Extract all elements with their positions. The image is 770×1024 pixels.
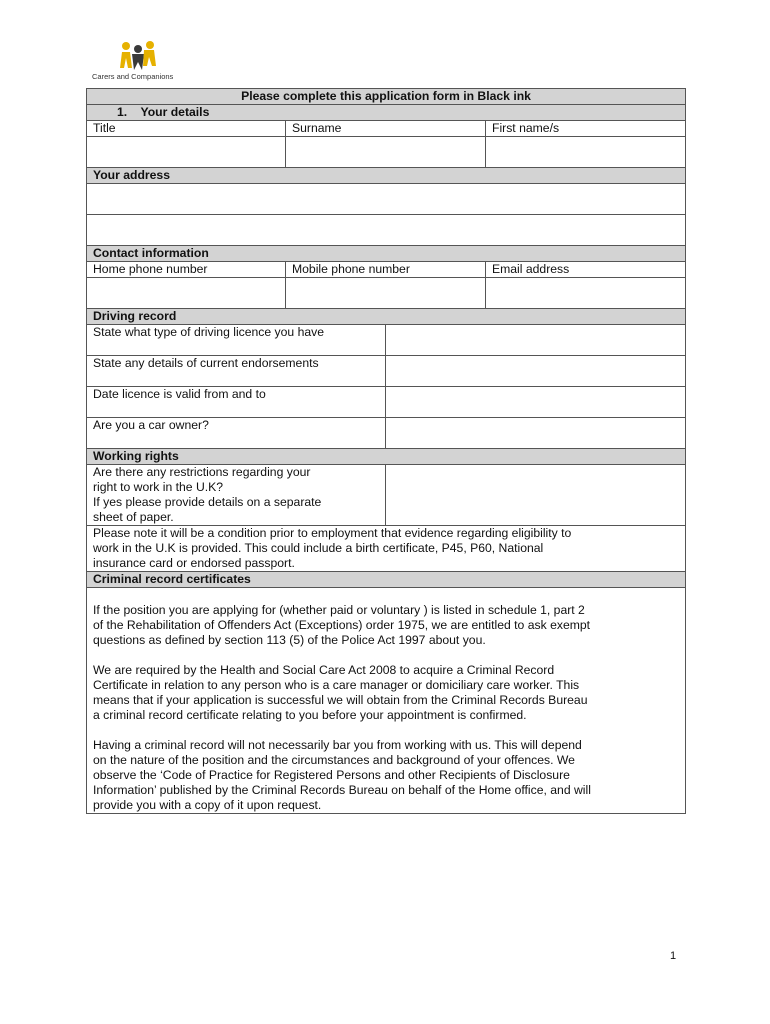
- page-number: 1: [670, 950, 677, 962]
- paragraph-line: Certificate in relation to any person who is a care manager or domiciliary care worker. This: [93, 678, 580, 692]
- licence-valid-label: Date licence is valid from and to: [87, 387, 386, 418]
- paragraph-line: We are required by the Health and Social Care Act 2008 to acquire a Criminal Record: [93, 663, 555, 677]
- work-restrictions-line: Are there any restrictions regarding your: [93, 465, 311, 479]
- first-names-label: First name/s: [486, 121, 686, 137]
- paragraph-health-act: [93, 663, 679, 723]
- work-restrictions-line: sheet of paper.: [93, 510, 174, 524]
- work-restrictions-field[interactable]: [386, 465, 686, 526]
- paragraph-line: means that if your application is successful we will obtain from the Criminal Records Bureau: [93, 693, 588, 707]
- contact-header: Contact information: [87, 246, 686, 262]
- section-your-details: [87, 105, 686, 121]
- email-label: Email address: [486, 262, 686, 278]
- criminal-record-header: Criminal record certificates: [87, 572, 686, 588]
- mobile-phone-label: Mobile phone number: [286, 262, 486, 278]
- note-line: work in the U.K is provided. This could include a birth certificate, P45, P60, National: [93, 541, 544, 555]
- eligibility-note: [87, 526, 686, 572]
- endorsements-label: State any details of current endorsements: [87, 356, 386, 387]
- paragraph-line: provide you with a copy of it upon request.: [93, 798, 322, 812]
- first-names-field[interactable]: [486, 137, 686, 168]
- logo-text: Carers and Companions: [92, 72, 174, 81]
- endorsements-field[interactable]: [386, 356, 686, 387]
- company-logo: [92, 40, 184, 84]
- paragraph-code-of-practice: [93, 738, 679, 813]
- email-field[interactable]: [486, 278, 686, 309]
- paragraph-line: of the Rehabilitation of Offenders Act (Exceptions) order 1975, we are entitled to ask exempt: [93, 618, 591, 632]
- licence-type-label: State what type of driving licence you have: [87, 325, 386, 356]
- home-phone-label: Home phone number: [87, 262, 286, 278]
- work-restrictions-line: right to work in the U.K?: [93, 480, 224, 494]
- section-number: 1.: [117, 105, 128, 119]
- working-rights-header: Working rights: [87, 449, 686, 465]
- paragraph-line: questions as defined by section 113 (5) of the Police Act 1997 about you.: [93, 633, 486, 647]
- paragraph-line: If the position you are applying for (whether paid or voluntary ) is listed in schedule 1, part 2: [93, 603, 585, 617]
- car-owner-field[interactable]: [386, 418, 686, 449]
- title-label: Title: [87, 121, 286, 137]
- address-line-1-field[interactable]: [87, 184, 686, 215]
- note-line: insurance card or endorsed passport.: [93, 556, 295, 570]
- address-line-2-field[interactable]: [87, 215, 686, 246]
- car-owner-label: Are you a car owner?: [87, 418, 386, 449]
- licence-type-field[interactable]: [386, 325, 686, 356]
- paragraph-line: a criminal record certificate relating to you before your appointment is confirmed.: [93, 708, 527, 722]
- paragraph-line: observe the ‘Code of Practice for Registered Persons and other Recipients of Disclosure: [93, 768, 570, 782]
- form-header: Please complete this application form in Black ink: [87, 89, 686, 105]
- address-header: Your address: [87, 168, 686, 184]
- paragraph-line: Information’ published by the Criminal Records Bureau on behalf of the Home office, and will: [93, 783, 591, 797]
- criminal-record-text: [87, 588, 686, 814]
- work-restrictions-label: [87, 465, 386, 526]
- application-form: [86, 88, 686, 814]
- licence-valid-field[interactable]: [386, 387, 686, 418]
- paragraph-line: Having a criminal record will not necessarily bar you from working with us. This will depend: [93, 738, 582, 752]
- title-field[interactable]: [87, 137, 286, 168]
- surname-field[interactable]: [286, 137, 486, 168]
- surname-label: Surname: [286, 121, 486, 137]
- mobile-phone-field[interactable]: [286, 278, 486, 309]
- section-title: Your details: [140, 105, 210, 119]
- paragraph-exceptions: [93, 603, 679, 648]
- work-restrictions-line: If yes please provide details on a separate: [93, 495, 322, 509]
- paragraph-line: on the nature of the position and the circumstances and background of your offences. We: [93, 753, 575, 767]
- note-line: Please note it will be a condition prior to employment that evidence regarding eligibility to: [93, 526, 572, 540]
- driving-header: Driving record: [87, 309, 686, 325]
- home-phone-field[interactable]: [87, 278, 286, 309]
- people-logo-icon: [120, 40, 156, 72]
